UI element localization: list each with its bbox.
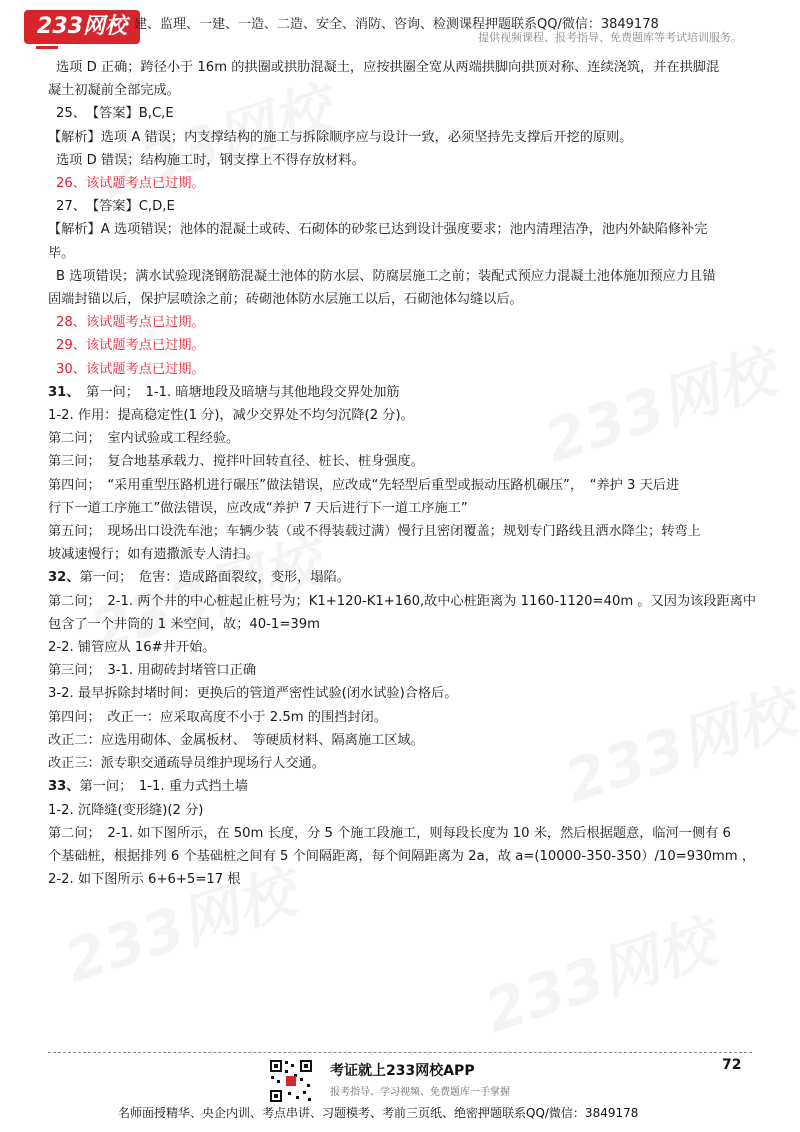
document-line: 改正三：派专职交通疏导员维护现场行人交通。 (48, 756, 325, 772)
document-line: 29、该试题考点已过期。 (56, 338, 205, 354)
document-line: 28、该试题考点已过期。 (56, 315, 205, 331)
question-text: 第一问； 1-1. 重力式挡土墙 (79, 779, 248, 795)
document-line: 个基础桩，根据排列 6 个基础桩之间有 5 个间隔距离，每个间隔距离为 2a，故 a=(10000-350-350）/10=930mm ， (48, 848, 756, 864)
document-line: 第三问； 复合地基承载力、搅拌叶回转直径、桩长、桩身强度。 (48, 454, 424, 470)
document-line: 固端封锚以后，保护层喷涂之前；砖砌池体防水层施工以后，石砌池体勾缝以后。 (48, 292, 523, 308)
app-promo-title: 考证就上233网校APP (330, 1063, 475, 1079)
document-line: 坡减速慢行；如有遗撒派专人清扫。 (48, 547, 259, 563)
document-line: 2-2. 铺管应从 16#井开始。 (48, 640, 216, 656)
document-line (48, 381, 760, 404)
app-promo-subtitle: 报考指导、学习视频、免费题库一手掌握 (330, 1087, 510, 1098)
header-service-text: 提供视频课程、报考指导、免费题库等考试培训服务。 (478, 31, 742, 44)
document-line: 选项 D 错误；结构施工时，钢支撑上不得存放材料。 (56, 152, 365, 168)
document-line: 第四问； “采用重型压路机进行碾压”做法错误，应改成“先轻型后重型或振动压路机碾压”， “养护 3 天后进 (48, 477, 680, 493)
brand-logo: 233网校 (24, 10, 140, 44)
question-number: 33、 (48, 779, 80, 795)
logo-accent (36, 46, 58, 49)
watermark (473, 895, 724, 1048)
document-line: 毕。 (48, 245, 75, 261)
page-header (0, 0, 800, 52)
header-contact-text: 建、监理、一建、一造、二造、安全、消防、咨询、检测课程押题联系QQ/微信：3849178 (134, 17, 659, 32)
document-line: 26、该试题考点已过期。 (56, 176, 205, 192)
document-line: 第三问； 3-1. 用砌砖封堵管口正确 (48, 663, 256, 679)
document-line: 凝土初凝前全部完成。 (48, 83, 180, 99)
page-number: 72 (722, 1057, 742, 1073)
document-line: 改正二：应选用砌体、金属板材、 等硬质材料、隔离施工区域。 (48, 732, 424, 748)
document-line: 【解析】选项 A 错误；内支撑结构的施工与拆除顺序应与设计一致，必须坚持先支撑后开挖的原则。 (48, 129, 633, 145)
footer-divider (48, 1052, 752, 1053)
question-text: 第一问； 1-1. 暗塘地段及暗塘与其他地段交界处加筋 (72, 384, 400, 400)
document-line: B 选项错误；满水试验现浇钢筋混凝土池体的防水层、防腐层施工之前；装配式预应力混凝土池体施加预应力且锚 (56, 268, 716, 284)
document-line: 第五问； 现场出口设洗车池；车辆少装（或不得装载过满）慢行且密闭覆盖；规划专门路线且洒水降尘；转弯上 (48, 524, 701, 540)
document-line: 1-2. 沉降缝(变形缝)(2 分) (48, 802, 204, 818)
document-line: 选项 D 正确；跨径小于 16m 的拱圈或拱肋混凝土，应按拱圈全宽从两端拱脚向拱顶对称、连续浇筑，并在拱脚混 (56, 60, 720, 75)
qr-code-icon (268, 1058, 314, 1104)
document-line (48, 775, 760, 798)
document-line: 第二问； 2-1. 两个井的中心桩起止桩号为；K1+120-K1+160,故中心桩距离为 1160-1120=40m 。又因为该段距离中 (48, 593, 757, 609)
footer-contact-text: 名师面授精华、央企内训、考点串讲、习题模考、考前三页纸、绝密押题联系QQ/微信：3849178 (118, 1106, 639, 1120)
document-line (48, 566, 760, 589)
question-number: 32、 (48, 570, 80, 586)
document-line: 第二问； 室内试验或工程经验。 (48, 431, 240, 447)
document-body (48, 56, 760, 891)
document-line: 第四问； 改正一：应采取高度不小于 2.5m 的围挡封闭。 (48, 709, 387, 725)
document-line: 3-2. 最早拆除封堵时间：更换后的管道严密性试验(闭水试验)合格后。 (48, 686, 458, 702)
document-line: 行下一道工序施工”做法错误，应改成“养护 7 天后进行下一道工序施工” (48, 500, 468, 516)
document-line: 【解析】A 选项错误；池体的混凝土或砖、石砌体的砂浆已达到设计强度要求；池内清理洁净，池内外缺陷修补完 (48, 222, 708, 238)
document-line: 30、该试题考点已过期。 (56, 361, 205, 377)
document-line: 第二问； 2-1. 如下图所示，在 50m 长度，分 5 个施工段施工，则每段长度为 10 米，然后根据题意，临河一侧有 6 (48, 825, 731, 841)
question-text: 第一问； 危害：造成路面裂纹，变形，塌陷。 (79, 570, 350, 586)
document-line: 27、 【答案】C,D,E (56, 199, 175, 215)
document-line: 包含了一个井筒的 1 米空间，故；40-1=39m (48, 616, 321, 632)
document-line: 2-2. 如下图所示 6+6+5=17 根 (48, 872, 241, 888)
question-number: 31、 (48, 384, 73, 400)
document-line: 25、 【答案】B,C,E (56, 106, 174, 122)
document-line: 1-2. 作用：提高稳定性(1 分)，减少交界处不均匀沉降(2 分)。 (48, 408, 414, 424)
